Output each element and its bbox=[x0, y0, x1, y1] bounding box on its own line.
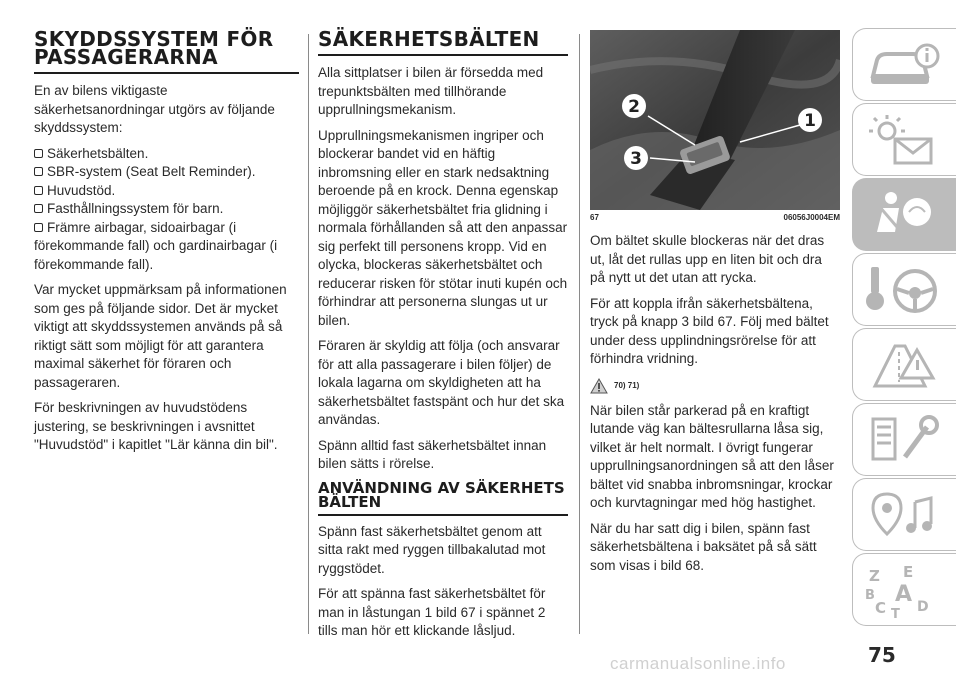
body-paragraph: För att koppla ifrån säkerhetsbältena, tryck på knapp 3 bild 67. Följ med bältet under dess upplindningsrörelse för att förhindra vridning. bbox=[590, 295, 829, 366]
figure-caption bbox=[590, 213, 840, 222]
list-item: Främre airbagar, sidoairbagar (i förekommande fall) och gardinairbagar (i förekommande fall). bbox=[34, 219, 278, 272]
svg-text:T: T bbox=[891, 607, 900, 618]
body-paragraph: Om bältet skulle blockeras när det dras ut, låt det rullas upp en liten bit och dra på nytt ut det utan att rycka. bbox=[590, 233, 825, 285]
svg-text:Z: Z bbox=[869, 567, 880, 585]
protection-list bbox=[34, 145, 299, 275]
section-heading: SKYDDSSYSTEM FÖR PASSAGERARNA bbox=[34, 30, 299, 74]
seatbelt-illustration bbox=[590, 30, 840, 210]
checkbox-bullet-icon bbox=[34, 204, 43, 213]
column-seatbelt-usage bbox=[590, 30, 840, 582]
tab-warning-lights[interactable] bbox=[852, 103, 956, 176]
intro-paragraph: En av bilens viktigaste säkerhetsanordningar utgörs av följande skyddssystem: bbox=[34, 83, 275, 135]
svg-text:C: C bbox=[875, 599, 887, 617]
maintenance-icon bbox=[865, 413, 945, 468]
figure-number: 67 bbox=[590, 213, 599, 222]
checkbox-bullet-icon bbox=[34, 186, 43, 195]
tab-multimedia[interactable] bbox=[852, 478, 956, 551]
checkbox-bullet-icon bbox=[34, 167, 43, 176]
column-passenger-protection bbox=[34, 27, 299, 462]
column-divider bbox=[579, 34, 580, 634]
column-divider bbox=[308, 34, 309, 634]
tab-alphabetical-index[interactable] bbox=[852, 553, 956, 626]
list-item: Fasthållningssystem för barn. bbox=[34, 200, 299, 219]
road-warning-icon bbox=[865, 338, 945, 393]
list-item: Säkerhetsbälten. bbox=[34, 145, 299, 164]
body-paragraph: Alla sittplatser i bilen är försedda med trepunktsbälten med tillhörande upprullningsmekanism. bbox=[318, 65, 544, 117]
sub-heading: ANVÄNDNING AV SÄKERHETS BÄLTEN bbox=[318, 481, 568, 516]
body-paragraph: Var mycket uppmärksam på informationen som ges på följande sidor. Det är mycket viktigt att skyddssystemen används på så riktigt sätt som möjligt för att garantera maximal säkerhet för föraren och passageraren. bbox=[34, 282, 287, 390]
tab-car-info[interactable] bbox=[852, 28, 956, 101]
tab-maintenance[interactable] bbox=[852, 403, 956, 476]
checkbox-bullet-icon bbox=[34, 149, 43, 158]
page-number: 75 bbox=[868, 643, 896, 667]
column-seatbelts bbox=[318, 27, 568, 648]
callout-label: 3 bbox=[630, 149, 642, 169]
warning-ref-text: 70) 71) bbox=[614, 381, 640, 390]
svg-text:E: E bbox=[903, 563, 914, 581]
body-paragraph: När bilen står parkerad på en kraftigt lutande väg kan bältesrullarna låsa sig, vilket är helt normalt. I övrigt fungerar upprullningsanordningen så att den låser bältet vid snabba inbromsningar, krockar och kurvtagningar med hög hastighet. bbox=[590, 402, 834, 510]
watermark-text: carmanualsonline.info bbox=[610, 654, 786, 673]
svg-text:A: A bbox=[895, 582, 913, 607]
alphabet-index-icon bbox=[865, 563, 945, 618]
warning-reference bbox=[590, 376, 840, 396]
svg-text:B: B bbox=[865, 588, 875, 603]
car-info-icon bbox=[865, 38, 945, 93]
list-item: Huvudstöd. bbox=[34, 182, 299, 201]
warning-lights-icon bbox=[865, 113, 945, 168]
airbag-seatbelt-icon bbox=[865, 188, 945, 243]
tab-emergency[interactable] bbox=[852, 328, 956, 401]
multimedia-icon bbox=[865, 488, 945, 543]
body-paragraph: För beskrivningen av huvudstödens justering, se beskrivningen i avsnittet "Huvudstöd" i kapitlet "Lär känna din bil". bbox=[34, 400, 278, 452]
body-paragraph: När du har satt dig i bilen, spänn fast säkerhetsbältena i baksätet på så sätt som visas i bild 68. bbox=[590, 520, 817, 573]
body-paragraph: Föraren är skyldig att följa (och ansvarar för att alla passagerare i bilen följer) de lokala lagarna om skyldigheten att ha säkerhetsbältet fastspänt och hur det ska användas. bbox=[318, 338, 565, 427]
callout-label: 2 bbox=[628, 97, 640, 117]
tab-safety[interactable] bbox=[852, 178, 956, 251]
list-item: SBR-system (Seat Belt Reminder). bbox=[34, 163, 299, 182]
body-paragraph: Spänn alltid fast säkerhetsbältet innan bilen sätts i rörelse. bbox=[318, 437, 547, 471]
key-steering-wheel-icon bbox=[865, 263, 945, 318]
section-heading: SÄKERHETSBÄLTEN bbox=[318, 30, 568, 56]
body-paragraph: Upprullningsmekanismen ingriper och blockerar bandet vid en häftig inbromsning eller en stark nedsaktning beroende på en krock. Denna egenskap möjliggör säkerhetsbältet fria glidning i normala förhållanden så att den anpassar sig perfekt till personens kropp. Vid en olycka, blockeras säkerhetsbältet och reducerar risken för stötar inuti kupén och förhindrar att personerna slungas ut ur bilen. bbox=[318, 127, 568, 328]
callout-label: 1 bbox=[804, 111, 816, 131]
warning-triangle-icon bbox=[590, 378, 608, 394]
checkbox-bullet-icon bbox=[34, 223, 43, 232]
body-paragraph: För att spänna fast säkerhetsbältet för man in låstungan 1 bild 67 i spännet 2 tills man hör ett klickande låsljud. bbox=[318, 586, 546, 638]
tab-starting-driving[interactable] bbox=[852, 253, 956, 326]
svg-text:D: D bbox=[917, 599, 929, 615]
seatbelt-buckle-photo bbox=[590, 30, 840, 210]
body-paragraph: Spänn fast säkerhetsbältet genom att sitta rakt med ryggen tillbakalutad mot ryggstödet. bbox=[318, 523, 546, 576]
figure-code: 06056J0004EM bbox=[783, 213, 840, 222]
